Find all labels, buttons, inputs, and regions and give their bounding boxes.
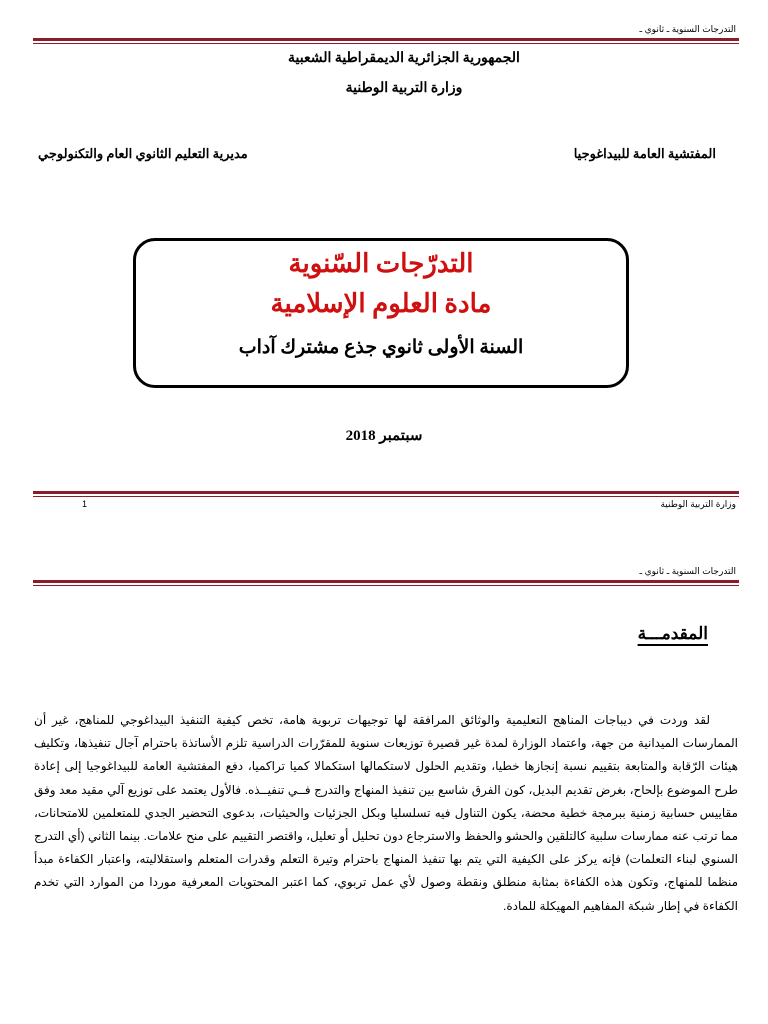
document-title: التدرّجات السّنوية	[288, 249, 474, 278]
footer-rule-thick	[33, 491, 739, 494]
inspectorate-name: المفتشية العامة للبيداغوجيا	[573, 146, 716, 161]
header-rule-thick	[33, 38, 739, 41]
footer-rule-thin	[33, 496, 739, 497]
page-number: 1	[82, 499, 88, 509]
section-title: المقدمـــة	[637, 624, 708, 643]
level-title: السنة الأولى ثانوي جذع مشترك آداب	[238, 337, 524, 358]
document-date: سبتمبر 2018	[345, 428, 423, 444]
footer-ministry: وزارة التربية الوطنية	[660, 499, 736, 509]
directorate-name: مديرية التعليم الثانوي العام والتكنولوجي	[38, 146, 248, 161]
ministry-name: وزارة التربية الوطنية	[345, 81, 463, 96]
republic-name: الجمهورية الجزائرية الديمقراطية الشعبية	[288, 51, 520, 66]
intro-paragraph: لقد وردت في ديباجات المناهج التعليمية والوثائق المرافقة لها توجيهات تربوية هامة، تخص كيفية التنفيذ البيداغوجي للمناهج، غير أن الممارسات الميدانية من جهة، واعتماد الوزارة لمدة غير قصيرة توزيعات سنوية للمقرّرات الدراسية تلزم الأساتذة باحترام آجال تنفيذها، وتكليف هيئات الرّقابة والمتابعة بتقييم نسبة إنجازها خطيا، وتقديم الحلول لاستكمالها استكمالا كميا تراكميا، دفع المفتشية العامة للبيداغوجيا إلى إعادة طرح الموضوع بإلحاح، بغرض تقديم البديل، كون الفرق شاسع بين تنفيذ المنهاج والتدرج فــي تنفيــذه. فالأول يعتمد على توزيع آلي مقيد معد وفق مقاييس حسابية زمنية ببرمجة خطية محضة، يكون التناول فيه تسلسليا وبكل الجزئيات والحيثيات، بدعوى التحضير الجدي للمتعلمين للامتحانات، مما ترتب عنه ممارسات سلبية كالتلقين والحشو والحفظ والاسترجاع دون تحليل أو تعليل، واقتصر التقييم على منح علامات. بينما الثاني (أي التدرج السنوي لبناء التعلمات) فإنه يركز على الكيفية التي يتم بها تنفيذ المنهاج باحترام وتيرة التعلم وقدرات المتعلم واستقلاليته، واعتبار الكفاءة مبدأ منظما للمنهاج، وتكون هذه الكفاءة بمثابة منطلق ونقطة وصول لأي عمل تربوي، كما اعتبر المحتويات المعرفية موردا من الموارد التي تخدم الكفاءة في إطار شبكة المفاهيم المهيكلة للمادة.	[34, 713, 738, 913]
subject-title: مادة العلوم الإسلامية	[270, 289, 492, 318]
page2-header-rule-thick	[33, 580, 739, 583]
running-header-page1: التدرجات السنوية ـ ثانوي ـ	[639, 24, 736, 34]
header-rule-thin	[33, 43, 739, 44]
running-header-page2: التدرجات السنوية ـ ثانوي ـ	[639, 566, 736, 576]
page2-header-rule-thin	[33, 585, 739, 586]
title-box	[133, 238, 629, 388]
